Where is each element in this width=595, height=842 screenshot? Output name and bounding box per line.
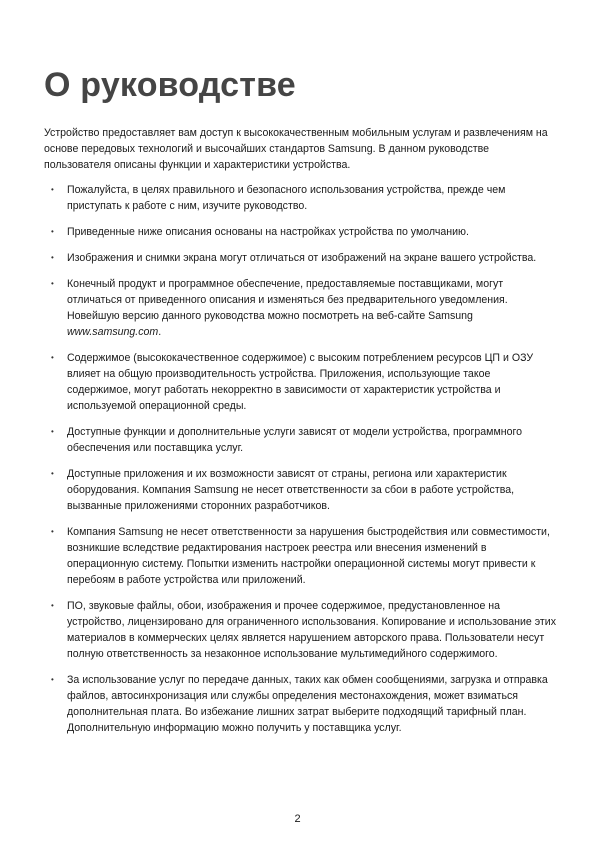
bullet-item bbox=[44, 276, 556, 340]
bullet-text: Конечный продукт и программное обеспечение, предоставляемые поставщиками, могут отличаться от приведенного описания и изменяться без предварительного уведомления. Новейшую версию данного руководства можно посмотреть на веб-сайте Samsung bbox=[67, 278, 508, 322]
page-number: 2 bbox=[294, 813, 301, 825]
website-link[interactable]: www.samsung.com bbox=[67, 326, 159, 338]
bullet-text: Доступные приложения и их возможности зависят от страны, региона или характеристик оборудования. Компания Samsung не несет ответственности за сбои в работе устройства, вызванные приложениями сторонних разработчиков. bbox=[67, 468, 515, 512]
bullet-text: ПО, звуковые файлы, обои, изображения и прочее содержимое, предустановленное на устройство, лицензировано для ограниченного использования. Копирование и использование этих материалов в коммерческих целях является нарушением авторского права. Пользователи несут полную ответственность за незаконное использование мультимедийного содержимого. bbox=[67, 600, 556, 660]
bullet-item bbox=[44, 598, 556, 662]
page-title: О руководстве bbox=[44, 66, 296, 104]
bullet-list bbox=[44, 182, 556, 746]
bullet-item bbox=[44, 424, 556, 456]
bullet-text: За использование услуг по передаче данных, таких как обмен сообщениями, загрузка и отправка файлов, автосинхронизация или службы определения местонахождения, может взиматься дополнительная плата. Во избежание лишних затрат выберите подходящий тарифный план. Дополнительную информацию можно получить у поставщика услуг. bbox=[67, 674, 548, 734]
bullet-item bbox=[44, 524, 556, 588]
bullet-text: Доступные функции и дополнительные услуги зависят от модели устройства, программного обеспечения или поставщика услуг. bbox=[67, 426, 522, 454]
bullet-text: Пожалуйста, в целях правильного и безопасного использования устройства, прежде чем приступать к работе с ним, изучите руководство. bbox=[67, 184, 506, 212]
bullet-item bbox=[44, 466, 556, 514]
bullet-text: Приведенные ниже описания основаны на настройках устройства по умолчанию. bbox=[67, 226, 469, 238]
bullet-text: Компания Samsung не несет ответственности за нарушения быстродействия или совместимости, возникшие вследствие редактирования настроек реестра или внесения изменений в операционную систему. Попытки изменить настройки операционной системы могут привести к перебоям в работе устройства или приложений. bbox=[67, 526, 550, 586]
bullet-text: Изображения и снимки экрана могут отличаться от изображений на экране вашего устройства. bbox=[67, 252, 537, 264]
bullet-item bbox=[44, 182, 556, 214]
bullet-item bbox=[44, 672, 556, 736]
bullet-item bbox=[44, 350, 556, 414]
website-suffix: . bbox=[158, 326, 162, 338]
intro-paragraph: Устройство предоставляет вам доступ к высококачественным мобильным услугам и развлечениям на основе передовых технологий и высочайших стандартов Samsung. В данном руководстве пользователя описаны функции и характеристики устройства. bbox=[44, 127, 548, 171]
bullet-item bbox=[44, 224, 556, 240]
bullet-item bbox=[44, 250, 556, 266]
bullet-text: Содержимое (высококачественное содержимое) с высоким потреблением ресурсов ЦП и ОЗУ влияет на общую производительность устройства. Приложения, использующие такое содержимое, могут работать некорректно в зависимости от характеристик устройства и используемой операционной среды. bbox=[67, 352, 534, 412]
